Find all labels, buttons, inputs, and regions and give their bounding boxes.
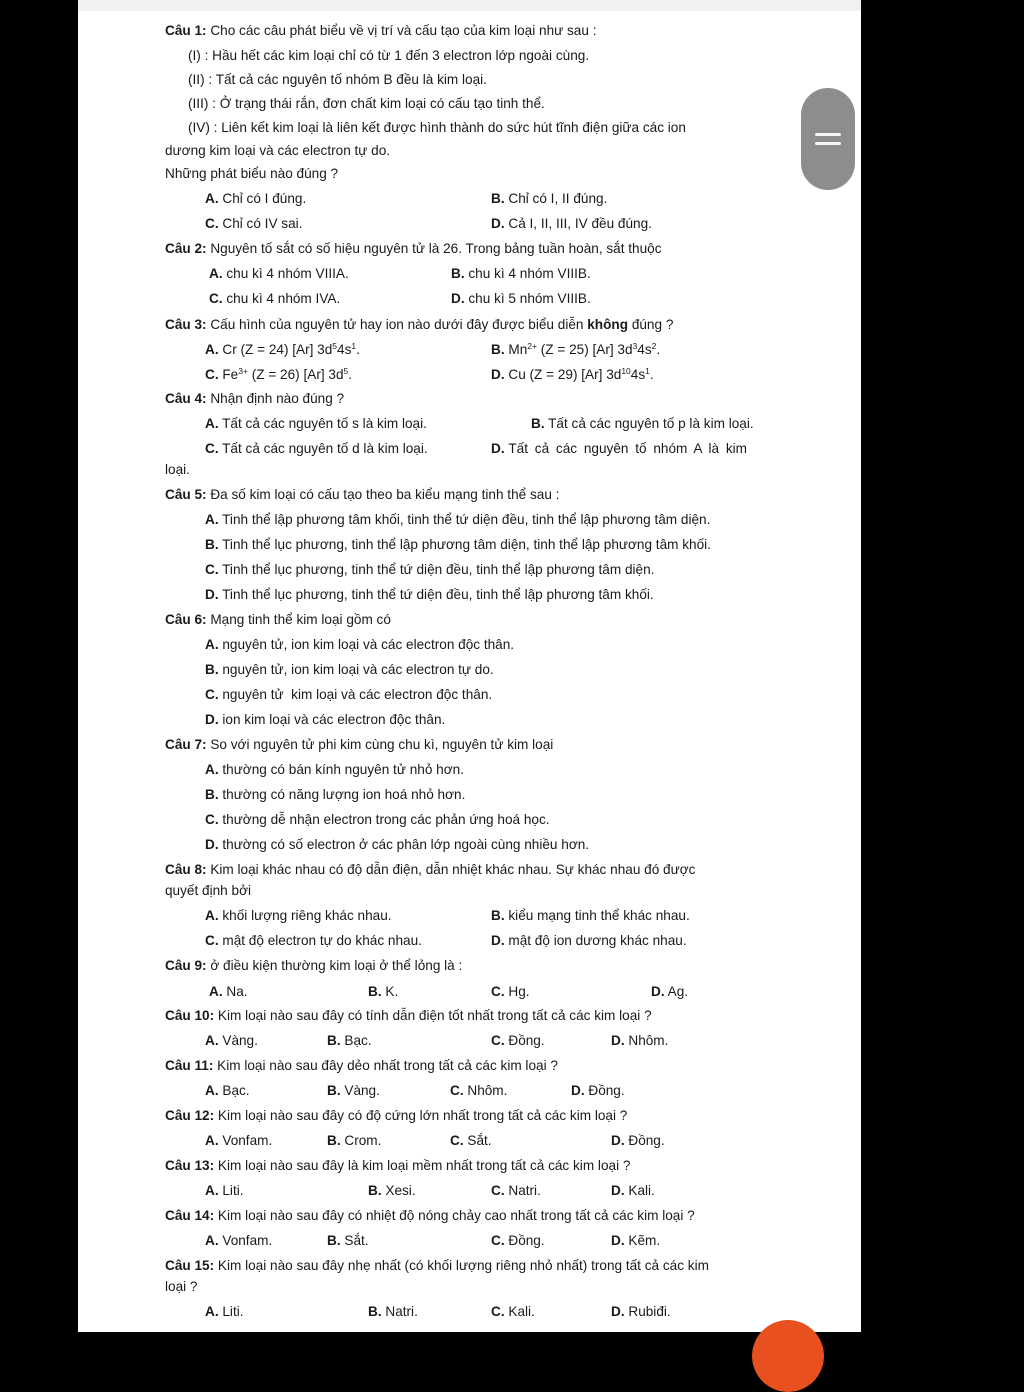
q3-stem: Câu 3: Cấu hình của nguyên tử hay ion nào dưới đây được biểu diễn không đúng ? [165,317,674,332]
q12-option-d: D. Đồng. [611,1133,665,1148]
q7-option-d: D. thường có số electron ở các phân lớp ngoài cùng nhiều hơn. [205,837,590,852]
q3-option-a: A. Cr (Z = 24) [Ar] $3d^54s^1$. [205,341,360,357]
q14-option-c: C. Đồng. [491,1233,545,1248]
q10-option-a: A. Vàng. [205,1033,258,1048]
scroll-handle[interactable] [801,88,855,190]
q10-option-b: B. Bạc. [327,1033,372,1048]
q4-option-c: C. Tất cả các nguyên tố d là kim loại. [205,441,428,456]
q14-option-d: D. Kẽm. [611,1233,661,1248]
q13-option-c: C. Natri. [491,1183,541,1198]
q2-option-b: B. chu kì 4 nhóm VIIIB. [451,266,591,281]
q1-stem: Câu 1: Cho các câu phát biểu về vị trí và cấu tạo của kim loại như sau : [165,23,597,38]
q6-option-d: D. ion kim loại và các electron độc thân. [205,712,446,727]
q6-option-a: A. nguyên tử, ion kim loại và các electron độc thân. [205,637,515,652]
q3-option-d: D. Cu (Z = 29) [Ar] $3d^{10}4s^1$. [491,366,654,382]
q13-option-a: A. Liti. [205,1183,244,1198]
q6-option-b: B. nguyên tử, ion kim loại và các electron tự do. [205,662,494,677]
q12-option-c: C. Sắt. [450,1133,492,1148]
q5-stem: Câu 5: Đa số kim loại có cấu tạo theo ba kiểu mạng tinh thể sau : [165,487,560,502]
q4-option-d: D. Tất cả các nguyên tố nhóm A là kim [491,441,747,456]
q2-option-a: A. chu kì 4 nhóm VIIIA. [209,266,349,281]
q9-option-b: B. K. [368,984,399,999]
q15-stem: Câu 15: Kim loại nào sau đây nhẹ nhất (có khối lượng riêng nhỏ nhất) trong tất cả các kim [165,1258,709,1273]
q1-statement-1: (I) : Hầu hết các kim loại chỉ có từ 1 đến 3 electron lớp ngoài cùng. [188,48,590,63]
q1-statement-4-cont: dương kim loại và các electron tự do. [165,143,391,158]
q8-option-c: C. mật độ electron tự do khác nhau. [205,933,422,948]
q12-option-b: B. Crom. [327,1133,382,1148]
q3-option-b: B. $Mn^{2+}$ (Z = 25) [Ar] $3d^34s^2$. [491,341,661,357]
q5-option-d: D. Tinh thể lục phương, tinh thể tứ diện đều, tinh thể lập phương tâm khối. [205,587,654,602]
q3-option-c: C. $Fe^{3+}$ (Z = 26) [Ar] $3d^5$. [205,366,353,382]
q8-option-b: B. kiểu mạng tinh thể khác nhau. [491,908,690,923]
q2-option-d: D. chu kì 5 nhóm VIIIB. [451,291,591,306]
q15-stem-cont: loại ? [165,1279,198,1294]
q1-statement-3: (III) : Ở trạng thái rắn, đơn chất kim loại có cấu tạo tinh thể. [188,96,545,111]
q1-option-b: B. Chỉ có I, II đúng. [491,191,608,206]
q7-option-c: C. thường dễ nhận electron trong các phản ứng hoá học. [205,812,550,827]
q2-option-c: C. chu kì 4 nhóm IVA. [209,291,341,306]
q4-option-a: A. Tất cả các nguyên tố s là kim loại. [205,416,427,431]
q11-option-a: A. Bạc. [205,1083,250,1098]
q1-statement-2: (II) : Tất cả các nguyên tố nhóm B đều là kim loại. [188,72,487,87]
q11-stem: Câu 11: Kim loại nào sau đây dẻo nhất trong tất cả các kim loại ? [165,1058,558,1073]
q11-option-c: C. Nhôm. [450,1083,508,1098]
q7-option-b: B. thường có năng lượng ion hoá nhỏ hơn. [205,787,466,802]
q8-stem: Câu 8: Kim loại khác nhau có độ dẫn điện, dẫn nhiệt khác nhau. Sự khác nhau đó được [165,862,696,877]
q11-option-d: D. Đồng. [571,1083,625,1098]
q15-option-d: D. Rubiđi. [611,1304,671,1319]
q5-option-c: C. Tinh thể lục phương, tinh thể tứ diện đều, tinh thể lập phương tâm diện. [205,562,655,577]
grip-line-icon [815,133,841,136]
q12-option-a: A. Vonfam. [205,1133,273,1148]
q13-stem: Câu 13: Kim loại nào sau đây là kim loại mềm nhất trong tất cả các kim loại ? [165,1158,631,1173]
q15-option-a: A. Liti. [205,1304,244,1319]
q11-option-b: B. Vàng. [327,1083,380,1098]
q10-stem: Câu 10: Kim loại nào sau đây có tính dẫn điện tốt nhất trong tất cả các kim loại ? [165,1008,652,1023]
floating-action-button[interactable] [752,1320,824,1392]
q4-option-b: B. Tất cả các nguyên tố p là kim loại. [531,416,754,431]
q13-option-b: B. Xesi. [368,1183,416,1198]
q12-stem: Câu 12: Kim loại nào sau đây có độ cứng lớn nhất trong tất cả các kim loại ? [165,1108,628,1123]
q15-option-b: B. Natri. [368,1304,418,1319]
q10-option-c: C. Đồng. [491,1033,545,1048]
q1-option-d: D. Cả I, II, III, IV đều đúng. [491,216,652,231]
q14-option-b: B. Sắt. [327,1233,369,1248]
q1-option-c: C. Chỉ có IV sai. [205,216,303,231]
q8-stem-cont: quyết định bởi [165,883,252,898]
q9-stem: Câu 9: ở điều kiện thường kim loại ở thể lỏng là : [165,958,463,973]
page-top-edge [78,0,861,11]
q15-option-c: C. Kali. [491,1304,535,1319]
q2-stem: Câu 2: Nguyên tố sắt có số hiệu nguyên tử là 26. Trong bảng tuần hoàn, sắt thuộc [165,241,662,256]
q13-option-d: D. Kali. [611,1183,655,1198]
q4-stem: Câu 4: Nhận định nào đúng ? [165,391,345,406]
q4-option-d-cont: loại. [165,462,190,477]
q1-statement-4: (IV) : Liên kết kim loại là liên kết được hình thành do sức hút tĩnh điện giữa các ion [188,120,686,135]
q7-option-a: A. thường có bán kính nguyên tử nhỏ hơn. [205,762,464,777]
grip-line-icon [815,142,841,145]
q7-stem: Câu 7: So với nguyên tử phi kim cùng chu kì, nguyên tử kim loại [165,737,554,752]
q10-option-d: D. Nhôm. [611,1033,669,1048]
document-page [78,0,861,1332]
q5-option-b: B. Tinh thể lục phương, tinh thể lập phương tâm diện, tinh thể lập phương tâm khối. [205,537,711,552]
q8-option-a: A. khối lượng riêng khác nhau. [205,908,392,923]
q5-option-a: A. Tinh thể lập phương tâm khối, tinh thể tứ diện đều, tinh thể lập phương tâm diện. [205,512,711,527]
q6-stem: Câu 6: Mạng tinh thể kim loại gồm có [165,612,391,627]
q1-option-a: A. Chỉ có I đúng. [205,191,307,206]
q8-option-d: D. mật độ ion dương khác nhau. [491,933,687,948]
q14-option-a: A. Vonfam. [205,1233,273,1248]
q9-option-d: D. Ag. [651,984,689,999]
q6-option-c: C. nguyên tử kim loại và các electron độc thân. [205,687,493,702]
q1-question: Những phát biểu nào đúng ? [165,166,339,181]
q14-stem: Câu 14: Kim loại nào sau đây có nhiệt độ nóng chảy cao nhất trong tất cả các kim loại ? [165,1208,695,1223]
q9-option-a: A. Na. [209,984,248,999]
q9-option-c: C. Hg. [491,984,530,999]
